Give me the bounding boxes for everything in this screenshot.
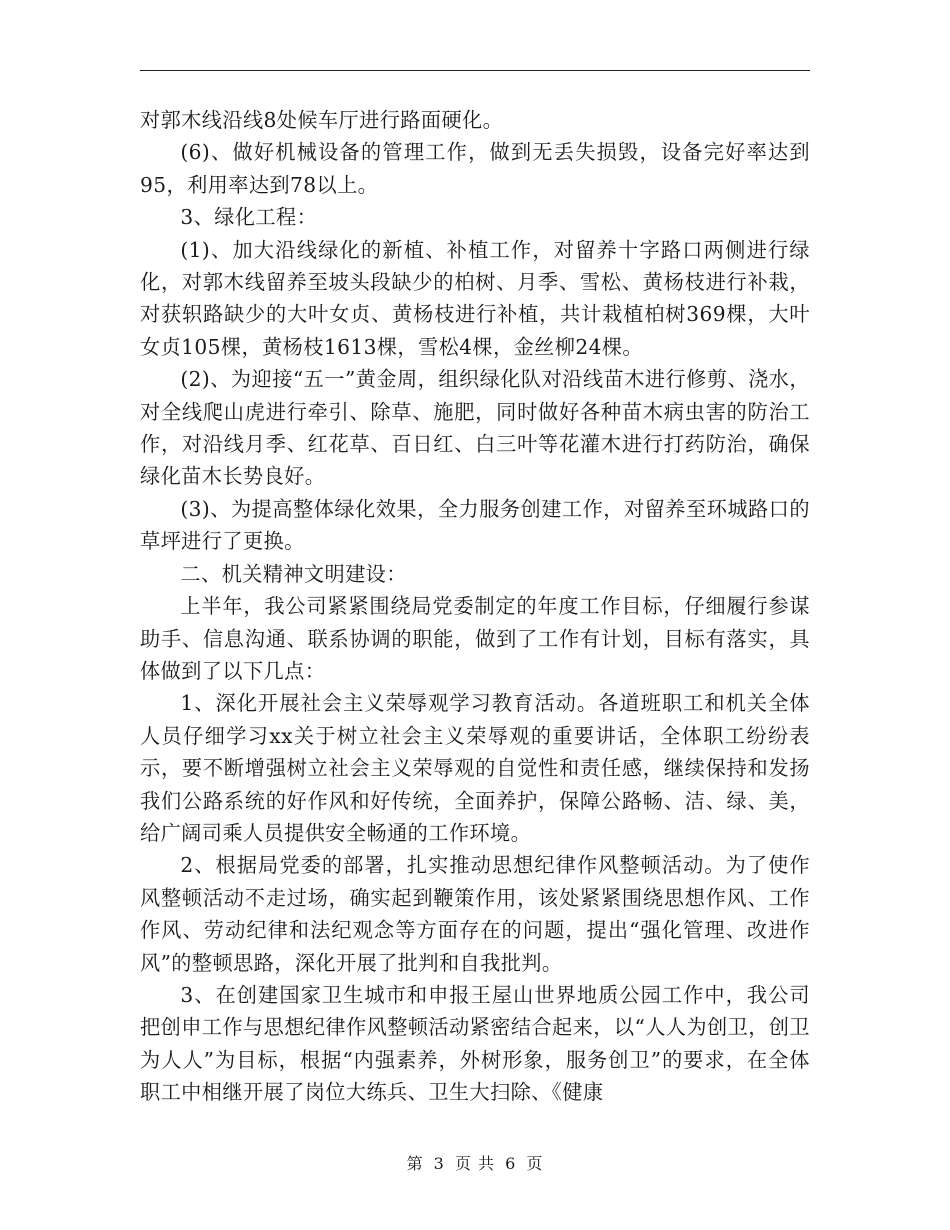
paragraph: 3、在创建国家卫生城市和申报王屋山世界地质公园工作中，我公司把创申工作与思想纪律作风整顿活动紧密结合起来，以“人人为创卫，创卫为人人”为目标，根据“内强素养，外树形象，服务创卫”的要求，在全体职工中相继开展了岗位大练兵、卫生大扫除、《健康 (140, 982, 810, 1105)
paragraph: (2)、为迎接“五一”黄金周，组织绿化队对沿线苗木进行修剪、浇水，对全线爬山虎进行牵引、除草、施肥，同时做好各种苗木病虫害的防治工作，对沿线月季、红花草、百日红、白三叶等花灌木进行打药防治，确保绿化苗木长势良好。 (140, 367, 810, 489)
paragraph: (1)、加大沿线绿化的新植、补植工作，对留养十字路口两侧进行绿化，对郭木线留养至坡头段缺少的柏树、月季、雪松、黄杨枝进行补栽，对获轵路缺少的大叶女贞、黄杨枝进行补植，共计栽植柏树369棵，大叶女贞105棵，黄杨枝1613棵，雪松4棵，金丝柳24棵。 (140, 237, 810, 359)
footer-page-number: 3 (433, 1154, 445, 1173)
section-heading: 二、机关精神文明建设： (180, 561, 407, 586)
paragraph: (6)、做好机械设备的管理工作，做到无丢失损毁，设备完好率达到95，利用率达到78以上。 (140, 140, 810, 197)
paragraph: (3)、为提高整体绿化效果，全力服务创建工作，对留养至环城路口的草坪进行了更换。 (140, 496, 810, 554)
paragraph: 1、深化开展社会主义荣辱观学习教育活动。各道班职工和机关全体人员仔细学习xx关于树立社会主义荣辱观的重要讲话，全体职工纷纷表示，要不断增强树立社会主义荣辱观的自觉性和责任感，继续保持和发扬我们公路系统的好作风和好传统，全面养护，保障公路畅、洁、绿、美，给广阔司乘人员提供安全畅通的工作环境。 (140, 691, 810, 845)
footer-prefix: 第 (406, 1154, 424, 1173)
document-body (140, 104, 810, 1109)
footer-total-pages: 6 (505, 1154, 517, 1173)
section-heading: 3、绿化工程： (180, 205, 318, 230)
footer-suffix: 页 (526, 1154, 544, 1173)
paragraph: 上半年，我公司紧紧围绕局党委制定的年度工作目标，仔细履行参谋助手、信息沟通、联系协调的职能，做到了工作有计划，目标有落实，具体做到了以下几点： (140, 594, 810, 683)
paragraph: 2、根据局党委的部署，扎实推动思想纪律作风整顿活动。为了使作风整顿活动不走过场，确实起到鞭策作用，该处紧紧围绕思想作风、工作作风、劳动纪律和法纪观念等方面存在的问题，提出“强化管理、改进作风”的整顿思路，深化开展了批判和自我批判。 (140, 853, 810, 975)
footer-middle: 页 共 (454, 1154, 496, 1173)
paragraph: 对郭木线沿线8处候车厅进行路面硬化。 (140, 108, 504, 132)
header-rule (140, 70, 810, 71)
page-footer (0, 1151, 950, 1174)
